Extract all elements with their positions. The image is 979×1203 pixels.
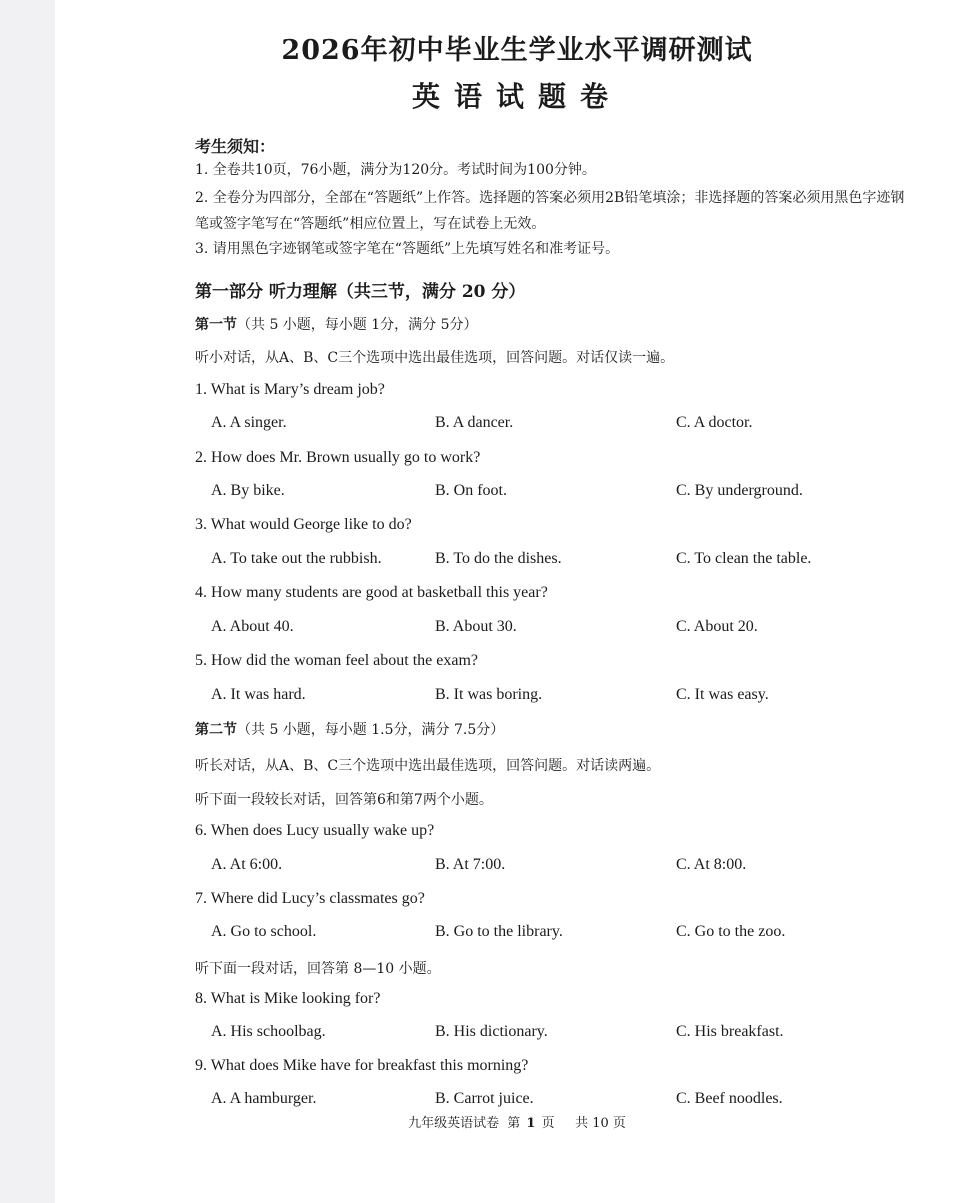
- q6-option-c: C. At 8:00.: [676, 856, 747, 873]
- q6-option-a: A. At 6:00.: [211, 856, 283, 873]
- section2-instruction: 听长对话，从A、B、C三个选项中选出最佳选项，回答问题。对话读两遍。: [195, 758, 661, 774]
- question-6: 6. When does Lucy usually wake up?: [195, 822, 435, 839]
- notice-item-2: 2. 全卷分为四部分，全部在“答题纸”上作答。选择题的答案必须用2B铅笔填涂；非选择题的答案必须用黑色字迹钢笔或签字笔写在“答题纸”相应位置上，写在试卷上无效。: [195, 190, 905, 232]
- q7-option-b: B. Go to the library.: [435, 923, 563, 940]
- footer-page-label: 第: [507, 1116, 521, 1131]
- q3-option-b: B. To do the dishes.: [435, 550, 562, 567]
- notice-heading: 考生须知：: [195, 137, 276, 156]
- section1-heading: [195, 314, 478, 334]
- question-9: 9. What does Mike have for breakfast this morning?: [195, 1057, 529, 1074]
- q8-option-b: B. His dictionary.: [435, 1023, 548, 1040]
- section2-sub-instruction-1: 听下面一段较长对话，回答第6和第7两个小题。: [195, 792, 493, 808]
- section1-label: 第一节: [195, 317, 237, 333]
- section2-heading: [195, 719, 504, 739]
- q5-option-c: C. It was easy.: [676, 686, 769, 703]
- question-8: 8. What is Mike looking for?: [195, 990, 381, 1007]
- q8-option-c: C. His breakfast.: [676, 1023, 784, 1040]
- q7-option-a: A. Go to school.: [211, 923, 317, 940]
- q7-option-c: C. Go to the zoo.: [676, 923, 786, 940]
- section2-info: （共 5 小题，每小题 1.5分，满分 7.5分）: [237, 722, 505, 738]
- page-footer: [55, 1112, 979, 1131]
- question-7: 7. Where did Lucy’s classmates go?: [195, 890, 425, 907]
- section1-instruction: 听小对话，从A、B、C三个选项中选出最佳选项，回答问题。对话仅读一遍。: [195, 350, 675, 366]
- q2-option-a: A. By bike.: [211, 482, 285, 499]
- notice-item-1: 1. 全卷共10页，76小题，满分为120分。考试时间为100分钟。: [195, 162, 596, 178]
- question-4: 4. How many students are good at basketball this year?: [195, 584, 548, 601]
- q6-option-b: B. At 7:00.: [435, 856, 506, 873]
- exam-title: 2026年初中毕业生学业水平调研测试: [281, 35, 753, 66]
- section2-label: 第二节: [195, 722, 237, 738]
- q5-option-a: A. It was hard.: [211, 686, 306, 703]
- question-1: 1. What is Mary’s dream job?: [195, 381, 385, 398]
- q1-option-a: A. A singer.: [211, 414, 287, 431]
- section2-sub-instruction-2: 听下面一段对话，回答第 8—10 小题。: [195, 961, 441, 977]
- q5-option-b: B. It was boring.: [435, 686, 543, 703]
- section1-info: （共 5 小题，每小题 1分，满分 5分）: [237, 317, 478, 333]
- q2-option-b: B. On foot.: [435, 482, 507, 499]
- part1-heading: 第一部分 听力理解（共三节，满分 20 分）: [195, 282, 526, 302]
- q1-option-c: C. A doctor.: [676, 414, 753, 431]
- footer-page-number: 1: [526, 1116, 536, 1131]
- notice-item-3: 3. 请用黑色字迹钢笔或签字笔在“答题纸”上先填写姓名和准考证号。: [195, 241, 620, 257]
- q9-option-b: B. Carrot juice.: [435, 1090, 534, 1107]
- q8-option-a: A. His schoolbag.: [211, 1023, 326, 1040]
- q4-option-a: A. About 40.: [211, 618, 294, 635]
- q1-option-b: B. A dancer.: [435, 414, 514, 431]
- question-2: 2. How does Mr. Brown usually go to work?: [195, 449, 481, 466]
- exam-subtitle: 英语试题卷: [411, 80, 622, 113]
- footer-page-unit: 页: [541, 1116, 555, 1131]
- exam-page: [55, 0, 979, 1203]
- q2-option-c: C. By underground.: [676, 482, 803, 499]
- q9-option-a: A. A hamburger.: [211, 1090, 317, 1107]
- q3-option-a: A. To take out the rubbish.: [211, 550, 382, 567]
- footer-grade: 九年级英语试卷: [408, 1116, 500, 1131]
- question-3: 3. What would George like to do?: [195, 516, 412, 533]
- q9-option-c: C. Beef noodles.: [676, 1090, 783, 1107]
- footer-total-pages: 共 10 页: [575, 1116, 626, 1131]
- q3-option-c: C. To clean the table.: [676, 550, 812, 567]
- q4-option-c: C. About 20.: [676, 618, 758, 635]
- q4-option-b: B. About 30.: [435, 618, 517, 635]
- question-5: 5. How did the woman feel about the exam?: [195, 652, 479, 669]
